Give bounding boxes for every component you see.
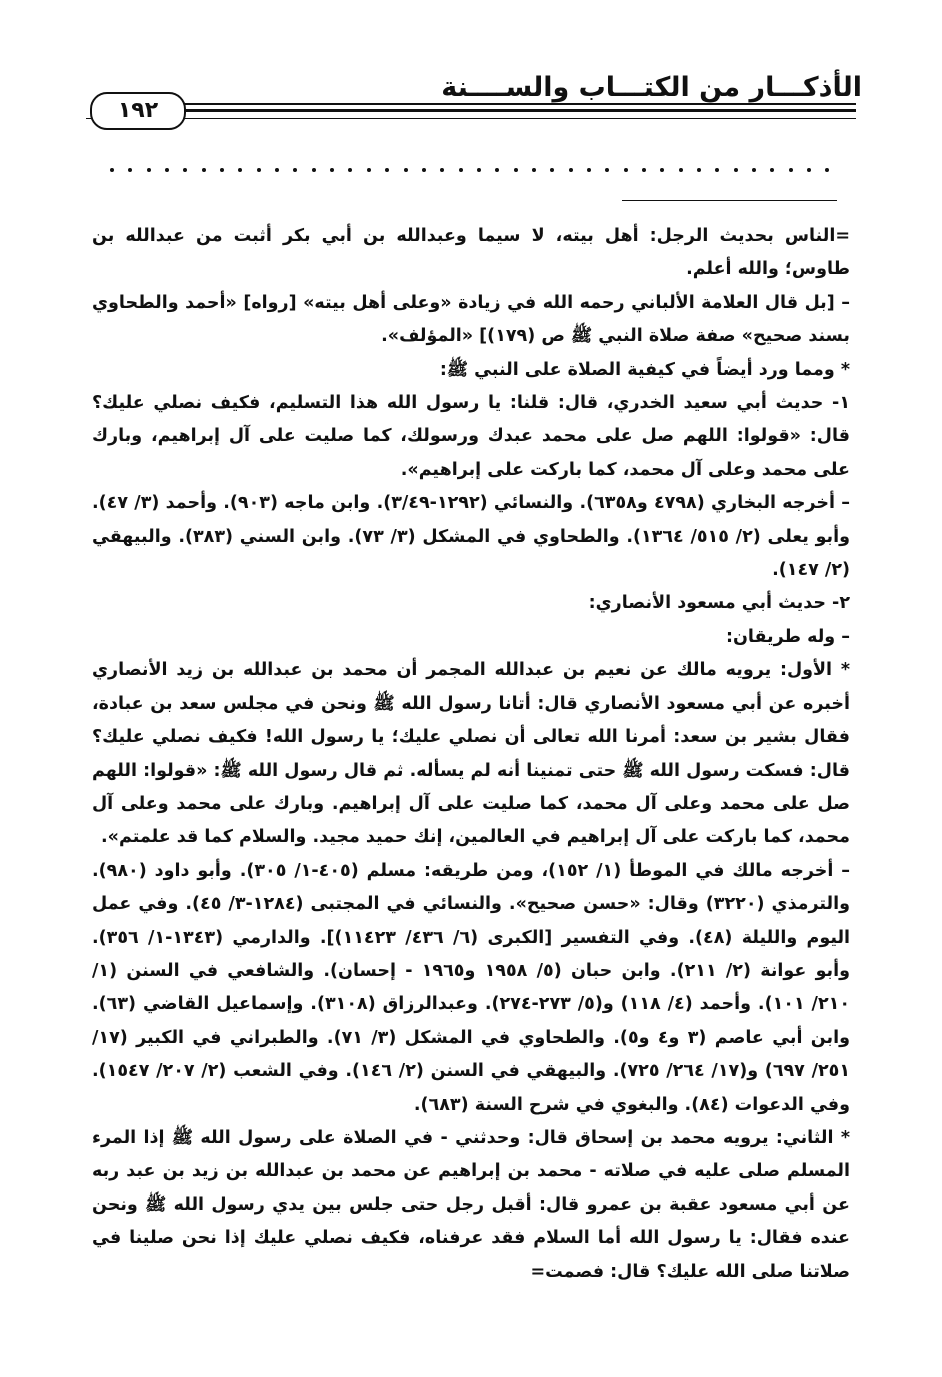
header-rule-thick bbox=[178, 109, 856, 112]
paragraph: – أخرجه مالك في الموطأ (١/ ١٥٢)، ومن طريقه: مسلم (٤٠٥-١/ ٣٠٥). وأبو داود (٩٨٠). والترمذي (٣٢٢٠) وقال: «حسن صحيح». والنسائي في المجتبى (١٢٨٤-٣/ ٤٥). وفي عمل اليوم والليلة (٤٨). وفي التفسير [الكبرى (٦/ ٤٣٦/ ١١٤٢٣)]. والدارمي (١٣٤٣-١/ ٣٥٦). وأبو عوانة (٢/ ٢١١). وابن حبان (٥/ ١٩٥٨ و١٩٦٥ - إحسان). والشافعي في السنن (١/ ٢١٠/ ١٠١). وأحمد (٤/ ١١٨) و(٥/ ٢٧٣-٢٧٤). وعبدالرزاق (٣١٠٨). وإسماعيل القاضي (٦٣). وابن أبي عاصم (٣ و٤ و٥). والطحاوي في المشكل (٣/ ٧١). والطبراني في الكبير (١٧/ ٢٥١/ ٦٩٧) و(١٧/ ٢٦٤/ ٧٢٥). والبيهقي في السنن (٢/ ١٤٦). وفي الشعب (٢/ ٢٠٧/ ١٥٤٧). وفي الدعوات (٨٤). والبغوي في شرح السنة (٦٨٣). bbox=[92, 860, 851, 1115]
footnote-text-body bbox=[92, 220, 850, 1289]
paragraph: – [بل قال العلامة الألباني رحمه الله في زيادة «وعلى أهل بيته» [رواه] «أحمد والطحاوي بسند صحيح» صفة صلاة النبي ﷺ ص (١٧٩)] «المؤلف». bbox=[92, 292, 850, 347]
paragraph: ٢- حديث أبي مسعود الأنصاري: bbox=[588, 593, 850, 614]
paragraph: * الأول: يرويه مالك عن نعيم بن عبدالله المجمر أن محمد بن عبدالله بن زيد الأنصاري أخبره عن أبي مسعود الأنصاري قال: أتانا رسول الله ﷺ ونحن في مجلس سعد بن عبادة، فقال بشير بن سعد: أمرنا الله تعالى أن نصلي عليك؛ يا رسول الله! فكيف نصلي عليك؟ قال: فسكت رسول الله ﷺ حتى تمنينا أنه لم يسأله. ثم قال رسول الله ﷺ: «قولوا: اللهم صل على محمد وعلى آل محمد، كما صليت على آل إبراهيم. وبارك على محمد وعلى آل محمد، كما باركت على آل إبراهيم في العالمين، إنك حميد مجيد. والسلام كما قد علمتم». bbox=[92, 660, 850, 848]
header-rule-thin bbox=[178, 103, 856, 105]
paragraph: =الناس بحديث الرجل: أهل بيته، لا سيما وعبدالله بن أبي بكر أثبت من عبدالله بن طاوس؛ والله أعلم. bbox=[92, 226, 850, 280]
page-number-badge: ١٩٢ bbox=[90, 92, 186, 130]
paragraph: ١- حديث أبي سعيد الخدري، قال: قلنا: يا رسول الله هذا التسليم، فكيف نصلي عليك؟ قال: «قولوا: اللهم صل على محمد عبدك ورسولك، كما صليت على آل إبراهيم، وبارك على محمد وعلى آل محمد، كما باركت على إبراهيم». bbox=[92, 393, 850, 480]
dotted-separator bbox=[110, 168, 830, 172]
footnote-separator-line bbox=[622, 200, 837, 201]
paragraph: * ومما ورد أيضاً في كيفية الصلاة على النبي ﷺ: bbox=[439, 359, 850, 380]
paragraph: * الثاني: يرويه محمد بن إسحاق قال: وحدثني - في الصلاة على رسول الله ﷺ إذا المرء المسلم صلى عليه في صلاته - محمد بن إبراهيم عن محمد بن عبدالله بن زيد بن عبد ربه عن أبي مسعود عقبة بن عمرو قال: أقبل رجل حتى جلس بين يدي رسول الله ﷺ ونحن عنده فقال: يا رسول الله أما السلام فقد عرفناه، فكيف نصلي عليك إذا نحن صلينا في صلاتنا صلى الله عليك؟ قال: فصمت= bbox=[92, 1127, 850, 1282]
running-header-title: الأذكـــار من الكتـــاب والســــنة bbox=[441, 72, 862, 103]
paragraph: – أخرجه البخاري (٤٧٩٨ و٦٣٥٨). والنسائي (١٢٩٢-٣/٤٩). وابن ماجه (٩٠٣). وأحمد (٣/ ٤٧). وأبو يعلى (٢/ ٥١٥/ ١٣٦٤). والطحاوي في المشكل (٣/ ٧٣). وابن السني (٣٨٣). والبيهقي (٢/ ١٤٧). bbox=[92, 493, 851, 581]
paragraph: – وله طريقان: bbox=[725, 626, 850, 647]
header-rule-underline bbox=[86, 118, 856, 119]
